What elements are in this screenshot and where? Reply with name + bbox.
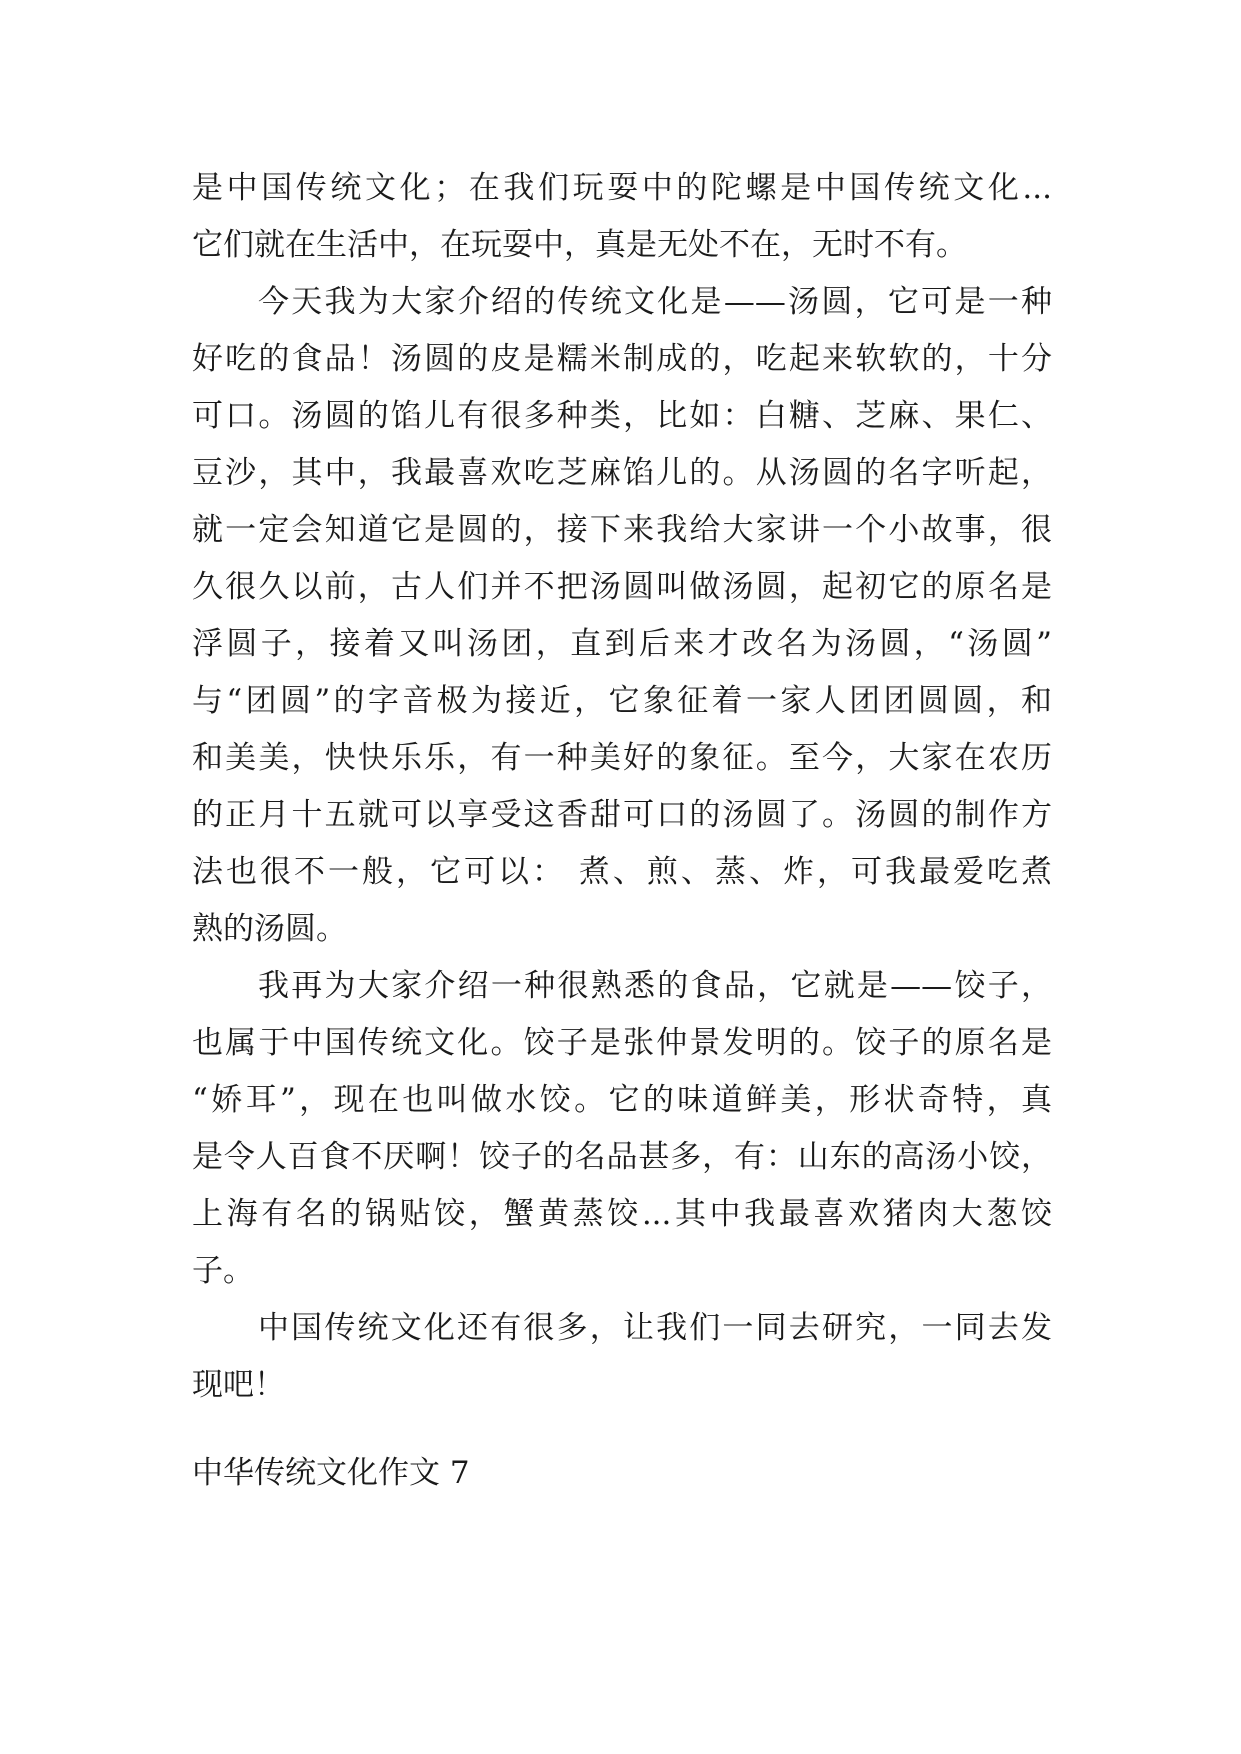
essay-body — [192, 160, 1052, 1414]
text-line: 是中国传统文化；在我们玩耍中的陀螺是中国传统文化... — [192, 170, 1052, 206]
text-line: 与“团圆”的字音极为接近，它象征着一家人团团圆圆，和 — [192, 683, 1052, 719]
text-line: 可口。汤圆的馅儿有很多种类，比如：白糖、芝麻、果仁、 — [192, 398, 1052, 434]
text-line: 也属于中国传统文化。饺子是张仲景发明的。饺子的原名是 — [192, 1025, 1052, 1061]
text-line: 它们就在生活中，在玩耍中，真是无处不在，无时不有。 — [192, 227, 967, 263]
text-line: 子。 — [192, 1253, 254, 1289]
text-line: 就一定会知道它是圆的，接下来我给大家讲一个小故事，很 — [192, 512, 1052, 548]
text-line: 久很久以前，古人们并不把汤圆叫做汤圆，起初它的原名是 — [192, 569, 1052, 605]
paragraph-4 — [192, 1300, 1052, 1414]
text-line: 豆沙，其中，我最喜欢吃芝麻馅儿的。从汤圆的名字听起， — [192, 455, 1052, 491]
text-line: 法也很不一般，它可以： 煮、煎、蒸、炸，可我最爱吃煮 — [192, 854, 1052, 890]
text-line: 我再为大家介绍一种很熟悉的食品，它就是——饺子， — [258, 968, 1052, 1004]
paragraph-1 — [192, 160, 1052, 274]
text-line: “娇耳”，现在也叫做水饺。它的味道鲜美，形状奇特，真 — [192, 1082, 1052, 1118]
text-line: 好吃的食品！汤圆的皮是糯米制成的，吃起来软软的，十分 — [192, 341, 1052, 377]
text-line: 熟的汤圆。 — [192, 911, 347, 947]
text-line: 上海有名的锅贴饺，蟹黄蒸饺...其中我最喜欢猪肉大葱饺 — [192, 1196, 1052, 1232]
text-line: 中国传统文化还有很多，让我们一同去研究，一同去发 — [258, 1310, 1052, 1346]
text-line: 是令人百食不厌啊！饺子的名品甚多，有：山东的高汤小饺， — [192, 1139, 1052, 1175]
paragraph-2 — [192, 274, 1052, 958]
text-line: 今天我为大家介绍的传统文化是——汤圆，它可是一种 — [258, 284, 1052, 320]
section-heading: 中华传统文化作文 7 — [192, 1455, 470, 1491]
text-line: 和美美，快快乐乐，有一种美好的象征。至今，大家在农历 — [192, 740, 1052, 776]
text-line: 现吧！ — [192, 1367, 285, 1403]
text-line: 浮圆子，接着又叫汤团，直到后来才改名为汤圆，“汤圆” — [192, 626, 1052, 662]
paragraph-3 — [192, 958, 1052, 1300]
text-line: 的正月十五就可以享受这香甜可口的汤圆了。汤圆的制作方 — [192, 797, 1052, 833]
